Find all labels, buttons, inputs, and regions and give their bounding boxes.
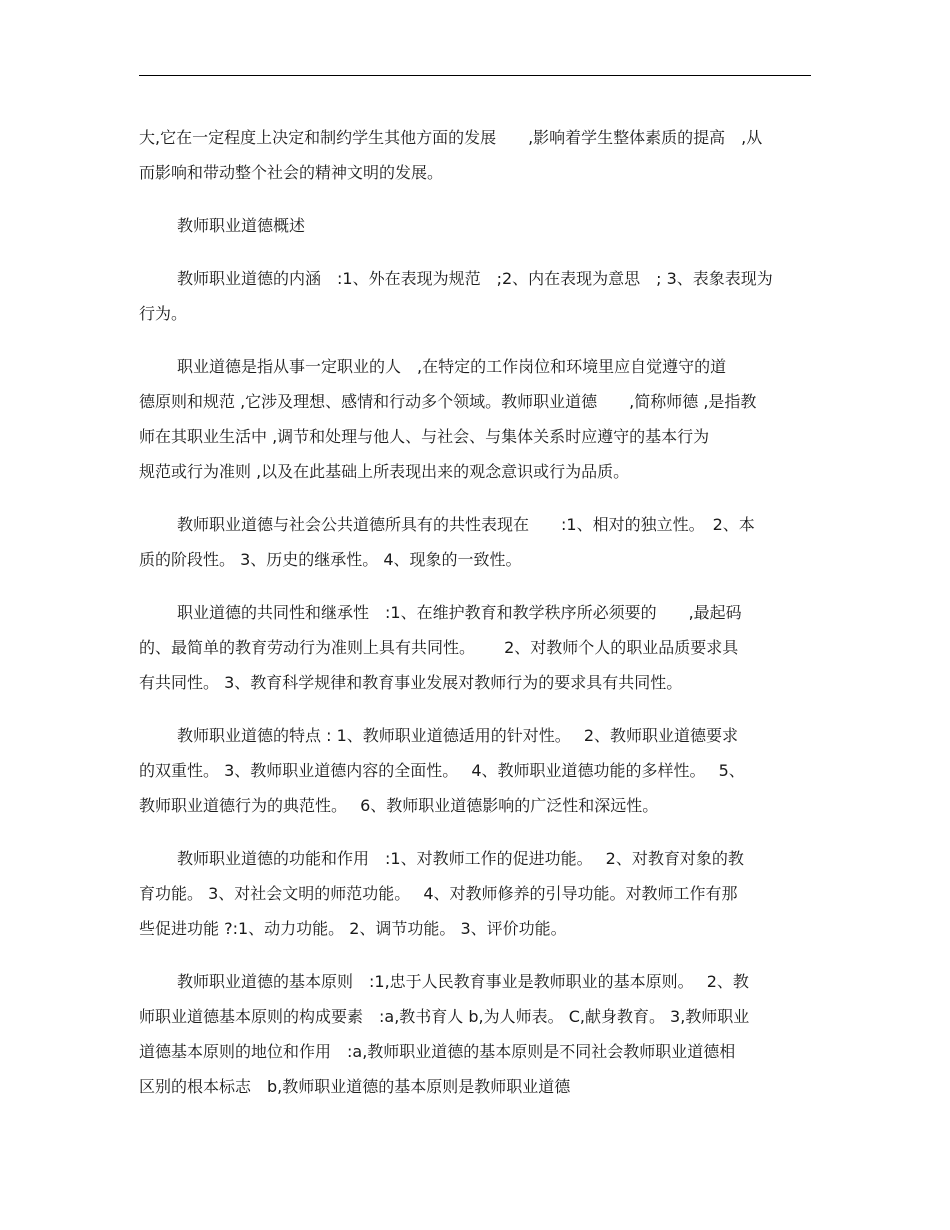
text-line: 教师职业道德与社会公共道德所具有的共性表现在 :1、相对的独立性。 2、本 [177, 515, 755, 534]
text-line: 职业道德的共同性和继承性 :1、在维护教育和教学秩序所必须要的 ,最起码 [177, 603, 742, 622]
section-heading: 教师职业道德概述 [177, 216, 306, 235]
text-line: 教师职业道德的功能和作用 :1、对教师工作的促进功能。 2、对教育对象的教 [177, 849, 744, 868]
text-line: 质的阶段性。 3、历史的继承性。 4、现象的一致性。 [139, 550, 522, 569]
text-line: 而影响和带动整个社会的精神文明的发展。 [139, 163, 444, 182]
text-line: 师在其职业生活中 ,调节和处理与他人、与社会、与集体关系时应遵守的基本行为 [139, 427, 710, 446]
text-line: 区别的根本标志 b,教师职业道德的基本原则是教师职业道德 [139, 1077, 571, 1096]
text-line: 育功能。 3、对社会文明的师范功能。 4、对教师修养的引导功能。对教师工作有那 [139, 884, 738, 903]
text-line: 规范或行为准则 ,以及在此基础上所表现出来的观念意识或行为品质。 [139, 462, 630, 481]
text-line: 教师职业道德的内涵 :1、外在表现为规范 ;2、内在表现为意思 ; 3、表象表现为 [177, 269, 773, 288]
text-line: 职业道德是指从事一定职业的人 ,在特定的工作岗位和环境里应自觉遵守的道 [177, 357, 727, 376]
text-line: 大,它在一定程度上决定和制约学生其他方面的发展 ,影响着学生整体素质的提高 ,从 [139, 128, 763, 147]
text-line: 的双重性。 3、教师职业道德内容的全面性。 4、教师职业道德功能的多样性。 5、 [139, 761, 745, 780]
header-rule [139, 75, 811, 76]
text-line: 教师职业道德的基本原则 :1,忠于人民教育事业是教师职业的基本原则。 2、教 [177, 972, 749, 991]
text-line: 师职业道德基本原则的构成要素 :a,教书育人 b,为人师表。 C,献身教育。 3,教师职业 [139, 1007, 750, 1026]
text-line: 行为。 [139, 304, 188, 323]
document-body [139, 120, 807, 1104]
text-line: 道德基本原则的地位和作用 :a,教师职业道德的基本原则是不同社会教师职业道德相 [139, 1042, 736, 1061]
text-line: 教师职业道德行为的典范性。 6、教师职业道德影响的广泛性和深远性。 [139, 796, 659, 815]
text-line: 有共同性。 3、教育科学规律和教育事业发展对教师行为的要求具有共同性。 [139, 673, 683, 692]
text-line: 的、最简单的教育劳动行为准则上具有共同性。 2、对教师个人的职业品质要求具 [139, 638, 739, 657]
text-line: 些促进功能 ?:1、动力功能。 2、调节功能。 3、评价功能。 [139, 919, 567, 938]
text-line: 教师职业道德的特点 : 1、教师职业道德适用的针对性。 2、教师职业道德要求 [177, 726, 739, 745]
text-line: 德原则和规范 ,它涉及理想、感情和行动多个领域。教师职业道德 ,简称师德 ,是指教 [139, 392, 757, 411]
